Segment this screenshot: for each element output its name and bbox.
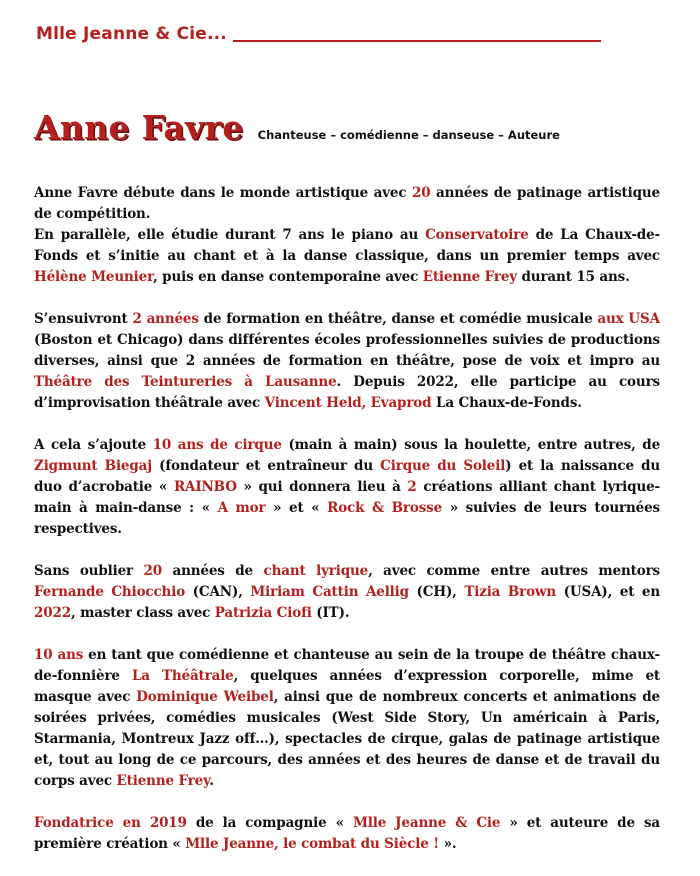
highlighted-text: 10 ans <box>34 647 84 663</box>
paragraph-text: A cela s’ajoute <box>34 437 153 453</box>
paragraph-text: (CAN), <box>185 584 251 600</box>
highlighted-text: Vincent Held, Evaprod <box>264 395 432 411</box>
highlighted-text: chant lyrique <box>263 563 369 579</box>
highlighted-text: aux USA <box>597 311 660 327</box>
header-brand: Mlle Jeanne & Cie... <box>36 24 227 44</box>
bio-paragraph <box>34 435 660 540</box>
highlighted-text: A mor <box>217 500 266 516</box>
paragraph-text: de formation en théâtre, danse et comédie musicale <box>198 311 598 327</box>
paragraph-text: (main à main) sous la houlette, entre autres, de <box>281 437 661 453</box>
paragraph-text: S’ensuivront <box>34 311 133 327</box>
bio-paragraph <box>34 183 660 288</box>
highlighted-text: 20 <box>143 563 162 579</box>
paragraph-text: . Depuis 2022, elle participe au cours d’improvisation théâtrale avec <box>34 374 660 411</box>
paragraph-text: » et auteure de sa première création « <box>34 815 660 852</box>
highlighted-text: RAINBO <box>173 479 237 495</box>
paragraph-text: Sans oublier <box>34 563 144 579</box>
bio-paragraph <box>34 813 660 855</box>
paragraph-text: En parallèle, elle étudie durant 7 ans le piano au <box>34 227 426 243</box>
paragraph-text: . <box>209 773 214 789</box>
page-title: Anne Favre <box>34 108 244 147</box>
header <box>36 24 601 44</box>
paragraph-text: , ainsi que de nombreux concerts et animations de soirées privées, comédies musicales (West Side Story, Un américain à Paris, Starmania, Montreux Jazz off…), spectacles de cirque, galas de patinage artistique et, tout au long de ce parcours, des années et des heures de danse et de travail du corps avec <box>34 689 660 789</box>
paragraph-text: , quelques années d’expression corporelle, mime et masque avec <box>34 668 660 705</box>
highlighted-text: La Théâtrale <box>131 668 234 684</box>
highlighted-text: 10 ans de cirque <box>152 437 282 453</box>
paragraph-text: , puis en danse contemporaine avec <box>153 269 423 285</box>
highlighted-text: 2022 <box>34 605 71 621</box>
highlighted-text: Etienne Frey <box>116 773 210 789</box>
bio-paragraph <box>34 645 660 792</box>
paragraph-text: ) et la naissance du duo d’acrobatie « <box>34 458 661 495</box>
paragraph-text: durant 15 ans. <box>516 269 630 285</box>
paragraph-text: » qui donnera lieu à <box>236 479 408 495</box>
bio-paragraph <box>34 309 660 414</box>
highlighted-text: Fernande Chiocchio <box>34 584 186 600</box>
highlighted-text: 2 <box>407 479 417 495</box>
highlighted-text: Dominique Weibel <box>136 689 274 705</box>
paragraph-text: de La Chaux-de-Fonds et s’initie au chant et à la danse classique, dans un premier temps avec <box>34 227 660 264</box>
paragraph-text: , avec comme entre autres mentors <box>368 563 660 579</box>
highlighted-text: Cirque du Soleil <box>380 458 506 474</box>
bio-paragraph <box>34 561 660 624</box>
paragraph-text: (CH), <box>408 584 465 600</box>
highlighted-text: Patrizia Ciofi <box>214 605 312 621</box>
highlighted-text: Mlle Jeanne & Cie <box>352 815 501 831</box>
paragraph-text: , master class avec <box>70 605 215 621</box>
paragraph-text: » suivies de leurs tournées respectives. <box>34 500 660 537</box>
highlighted-text: Etienne Frey <box>422 269 517 285</box>
biography-body <box>34 183 660 876</box>
highlighted-text: Fondatrice en 2019 <box>34 815 187 831</box>
header-underline-rule <box>233 40 601 42</box>
paragraph-text: La Chaux-de-Fonds. <box>431 395 582 411</box>
paragraph-text: en tant que comédienne et chanteuse au sein de la troupe de théâtre chaux-de-fonnière <box>34 647 660 684</box>
title-row <box>34 108 560 147</box>
highlighted-text: Mlle Jeanne, le combat du Siècle ! <box>185 836 440 852</box>
paragraph-text: de la compagnie « <box>186 815 353 831</box>
highlighted-text: Théâtre des Teintureries à Lausanne <box>34 374 337 390</box>
paragraph-text: (Boston et Chicago) dans différentes écoles professionnelles suivies de productions diverses, ainsi que 2 années de formation en théâtre, pose de voix et impro au <box>34 332 660 369</box>
highlighted-text: Tizia Brown <box>464 584 557 600</box>
paragraph-text: années de <box>162 563 264 579</box>
highlighted-text: Conservatoire <box>425 227 529 243</box>
paragraph-text: créations alliant chant lyrique-main à main-danse : « <box>34 479 661 516</box>
highlighted-text: 2 années <box>132 311 199 327</box>
paragraph-text: » et « <box>265 500 328 516</box>
highlighted-text: Rock & Brosse <box>327 500 443 516</box>
paragraph-text: Anne Favre débute dans le monde artistique avec <box>34 185 412 201</box>
highlighted-text: Hélène Meunier <box>34 269 154 285</box>
highlighted-text: Zigmunt Biegaj <box>34 458 152 474</box>
page-subtitle-roles: Chanteuse – comédienne – danseuse – Auteure <box>257 128 560 142</box>
highlighted-text: 20 <box>411 185 431 201</box>
highlighted-text: Miriam Cattin Aellig <box>250 584 409 600</box>
paragraph-text: ». <box>439 836 457 852</box>
paragraph-text: (IT). <box>311 605 350 621</box>
paragraph-text: (USA), et en <box>556 584 660 600</box>
paragraph-text: (fondateur et entraîneur du <box>151 458 381 474</box>
paragraph-text: années de patinage artistique de compétition. <box>34 185 660 222</box>
